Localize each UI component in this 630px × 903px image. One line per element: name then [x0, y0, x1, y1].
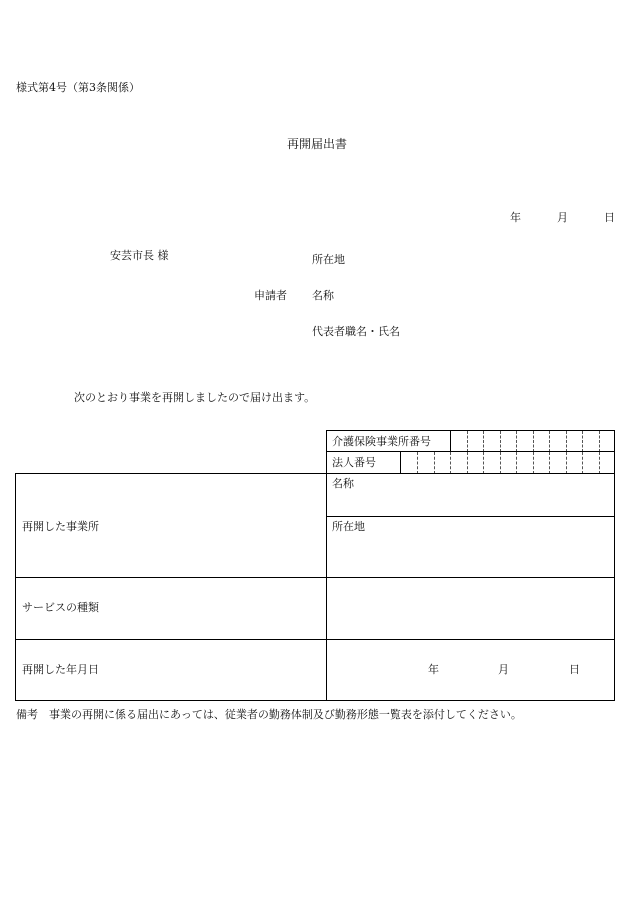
corporate-number-label: 法人番号: [332, 456, 376, 469]
office-name-label: 名称: [332, 477, 354, 490]
form-number: 様式第4号（第3条関係）: [16, 81, 140, 94]
reopen-date-day: 日: [569, 663, 580, 676]
applicant-name-label: 名称: [312, 289, 334, 302]
page-title: 再開届出書: [287, 137, 348, 151]
date-year-label: 年: [510, 211, 521, 224]
statement: 次のとおり事業を再開しましたので届け出ます。: [74, 391, 316, 404]
applicant-address-label: 所在地: [312, 253, 345, 266]
reopen-date-month: 月: [498, 663, 509, 676]
reopen-date-label: 再開した年月日: [22, 663, 99, 676]
applicant-label: 申請者: [254, 289, 287, 302]
reopen-date-year: 年: [428, 663, 439, 676]
addressee: 安芸市長 様: [110, 249, 169, 262]
note: 備考 事業の再開に係る届出にあっては、従業者の勤務体制及び勤務形態一覧表を添付してください。: [16, 708, 522, 721]
care-insurance-number-label: 介護保険事業所番号: [332, 435, 431, 448]
office-address-label: 所在地: [332, 520, 365, 533]
office-label: 再開した事業所: [22, 520, 99, 533]
applicant-representative-label: 代表者職名・氏名: [312, 325, 400, 338]
date-day-label: 日: [604, 211, 615, 224]
date-month-label: 月: [557, 211, 568, 224]
service-type-label: サービスの種類: [22, 601, 99, 614]
